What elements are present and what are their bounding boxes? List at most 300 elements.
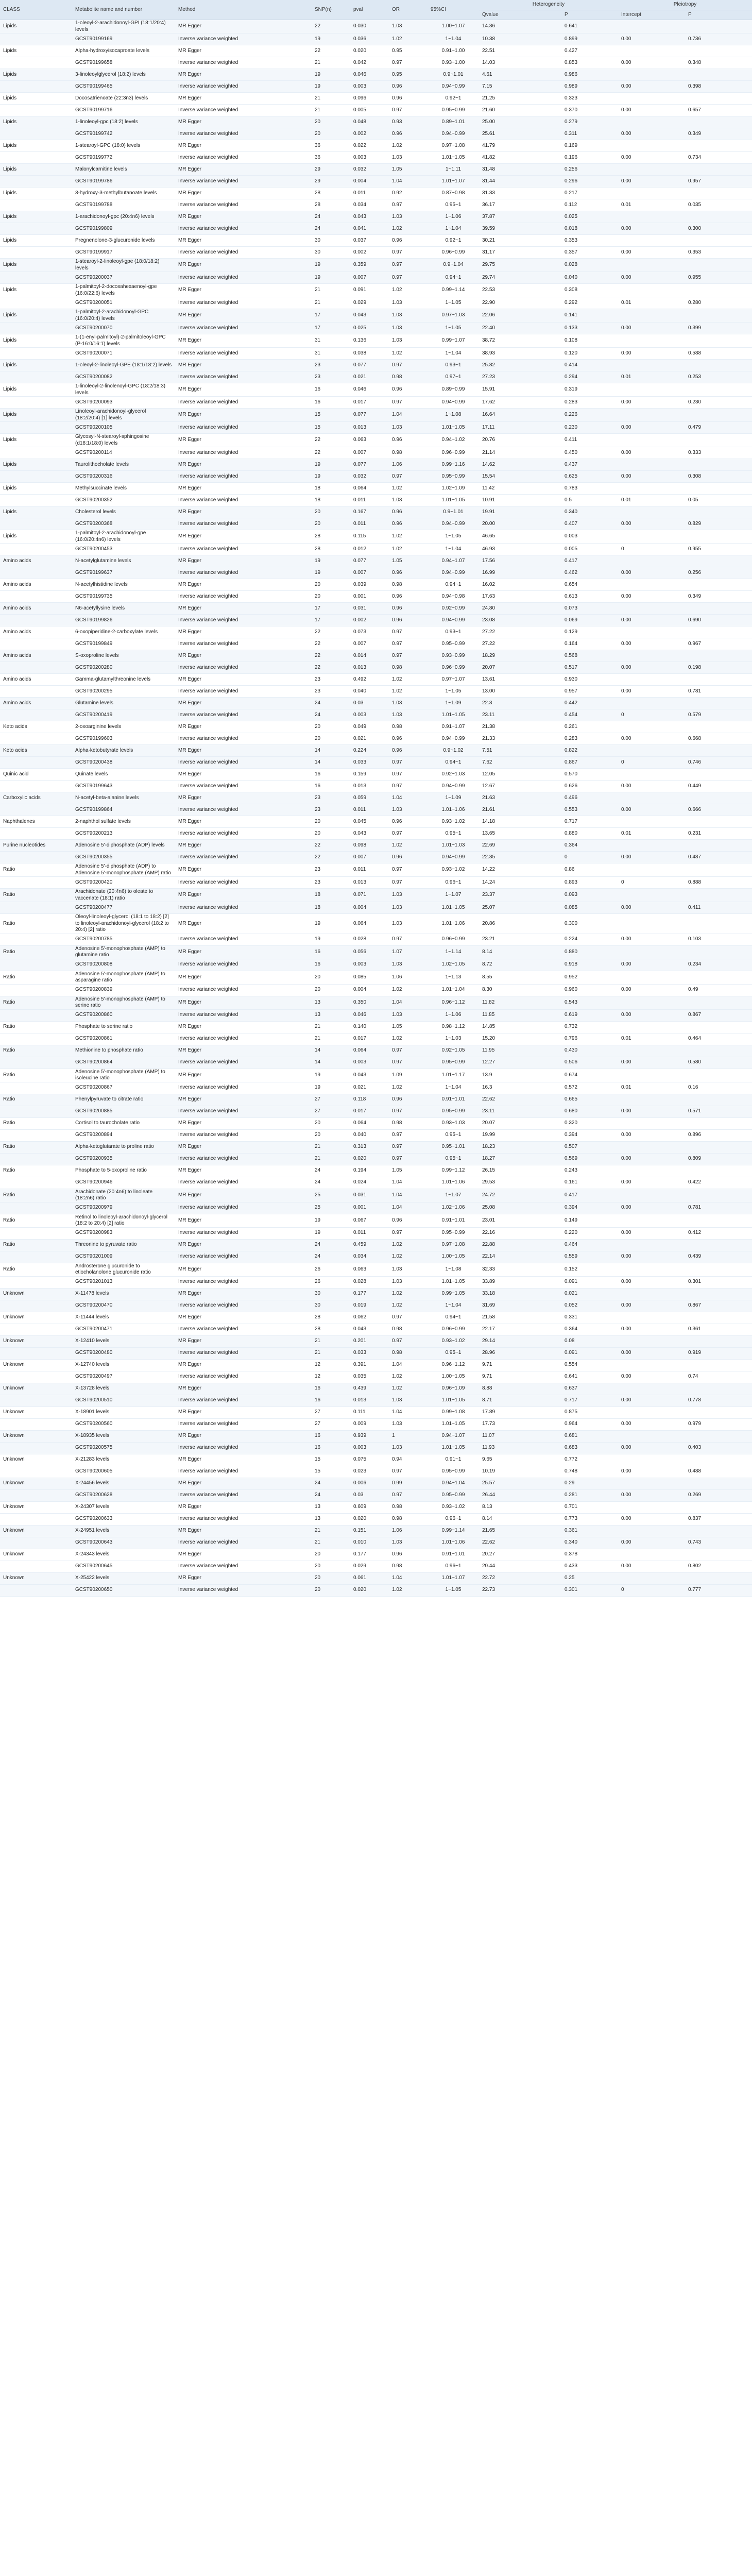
het-p-cell: 0.681 [561, 1430, 618, 1442]
pleio-p-cell [685, 434, 752, 447]
pval-cell: 0.194 [350, 1165, 389, 1177]
table-row [0, 1177, 752, 1189]
metabolite-name-cell: 6-oxopiperidine-2-carboxylate levels [72, 626, 175, 638]
method-cell: Inverse variance weighted [175, 615, 312, 626]
snps-cell: 13 [312, 1501, 350, 1513]
pleio-p-cell: 0.234 [685, 959, 752, 971]
qvalue-cell: 20.07 [479, 662, 561, 674]
pleio-p-cell [685, 45, 752, 57]
het-p-cell: 0.462 [561, 567, 618, 579]
het-p-cell: 0.292 [561, 297, 618, 309]
ci-cell: 0.93~1.03 [428, 1117, 479, 1129]
het-p-cell: 0.224 [561, 934, 618, 945]
ci-cell: 1.00~1.05 [428, 1251, 479, 1263]
intercept-cell: 0.00 [618, 1466, 685, 1478]
header-metabolite: Metabolite name and number [72, 0, 175, 20]
ci-cell: 0.96~1 [428, 1513, 479, 1525]
method-cell: MR Egger [175, 945, 312, 959]
or-cell: 1.04 [389, 1177, 428, 1189]
or-cell: 0.98 [389, 1561, 428, 1572]
snps-cell: 36 [312, 152, 350, 164]
table-row [0, 804, 752, 816]
table-row [0, 128, 752, 140]
intercept-cell: 0.00 [618, 662, 685, 674]
qvalue-cell: 22.3 [479, 698, 561, 709]
class-cell [0, 1177, 72, 1189]
qvalue-cell: 31.48 [479, 164, 561, 176]
intercept-cell [618, 1288, 685, 1300]
method-cell: MR Egger [175, 698, 312, 709]
intercept-cell [618, 1312, 685, 1324]
ci-cell: 0.9~1.01 [428, 69, 479, 81]
pleio-p-cell [685, 530, 752, 544]
method-cell: Inverse variance weighted [175, 81, 312, 93]
method-cell: Inverse variance weighted [175, 1395, 312, 1406]
or-cell: 0.98 [389, 447, 428, 459]
table-row [0, 1276, 752, 1288]
method-cell: Inverse variance weighted [175, 518, 312, 530]
ci-cell: 0.95~0.99 [428, 638, 479, 650]
intercept-cell [618, 650, 685, 662]
table-row [0, 259, 752, 272]
class-cell [0, 1129, 72, 1141]
pval-cell: 0.038 [350, 348, 389, 360]
qvalue-cell: 22.35 [479, 852, 561, 863]
or-cell: 0.96 [389, 615, 428, 626]
ci-cell: 0.95~1 [428, 1347, 479, 1359]
table-row [0, 33, 752, 45]
table-row [0, 360, 752, 371]
gcst-id-cell: GCST90200453 [72, 544, 175, 555]
het-p-cell: 0.230 [561, 422, 618, 434]
het-p-cell: 0.394 [561, 1202, 618, 1214]
qvalue-cell: 32.33 [479, 1263, 561, 1276]
metabolite-name-cell: Quinate levels [72, 769, 175, 781]
snps-cell: 16 [312, 781, 350, 792]
gcst-id-cell: GCST90200935 [72, 1153, 175, 1165]
class-cell [0, 1513, 72, 1525]
pval-cell: 0.007 [350, 272, 389, 284]
qvalue-cell: 16.02 [479, 579, 561, 591]
metabolite-name-cell: Phenylpyruvate to citrate ratio [72, 1094, 175, 1106]
snps-cell: 14 [312, 745, 350, 757]
metabolite-name-cell: X-12740 levels [72, 1359, 175, 1371]
het-p-cell: 0.331 [561, 1312, 618, 1324]
ci-cell: 0.94~0.99 [428, 81, 479, 93]
snps-cell: 19 [312, 555, 350, 567]
intercept-cell: 0.00 [618, 223, 685, 235]
table-row [0, 721, 752, 733]
intercept-cell [618, 914, 685, 934]
class-cell: Amino acids [0, 626, 72, 638]
qvalue-cell: 21.25 [479, 93, 561, 105]
intercept-cell: 0.00 [618, 33, 685, 45]
table-row [0, 211, 752, 223]
class-cell: Lipids [0, 360, 72, 371]
het-p-cell: 0.414 [561, 360, 618, 371]
qvalue-cell: 18.29 [479, 650, 561, 662]
snps-cell: 12 [312, 1359, 350, 1371]
qvalue-cell: 12.27 [479, 1057, 561, 1069]
method-cell: Inverse variance weighted [175, 323, 312, 334]
pval-cell: 0.042 [350, 57, 389, 69]
metabolite-name-cell: Cholesterol levels [72, 506, 175, 518]
or-cell: 1.03 [389, 902, 428, 914]
method-cell: MR Egger [175, 840, 312, 852]
table-row [0, 309, 752, 323]
or-cell: 0.97 [389, 1335, 428, 1347]
pleio-p-cell [685, 1359, 752, 1371]
snps-cell: 23 [312, 877, 350, 889]
het-p-cell: 0.129 [561, 626, 618, 638]
snps-cell: 20 [312, 1129, 350, 1141]
snps-cell: 15 [312, 1466, 350, 1478]
qvalue-cell: 14.03 [479, 57, 561, 69]
pval-cell: 0.040 [350, 686, 389, 698]
het-p-cell: 0.243 [561, 1165, 618, 1177]
or-cell: 0.97 [389, 863, 428, 877]
pval-cell: 0.391 [350, 1359, 389, 1371]
class-cell [0, 447, 72, 459]
class-cell: Amino acids [0, 555, 72, 567]
qvalue-cell: 31.44 [479, 176, 561, 188]
method-cell: Inverse variance weighted [175, 1033, 312, 1045]
ci-cell: 0.94~0.99 [428, 615, 479, 626]
method-cell: Inverse variance weighted [175, 757, 312, 769]
class-cell: Lipids [0, 93, 72, 105]
het-p-cell: 0.957 [561, 686, 618, 698]
intercept-cell: 0.00 [618, 518, 685, 530]
snps-cell: 17 [312, 603, 350, 615]
metabolite-name-cell: X-24456 levels [72, 1478, 175, 1489]
snps-cell: 22 [312, 626, 350, 638]
class-cell: Carboxylic acids [0, 792, 72, 804]
table-row [0, 1406, 752, 1418]
intercept-cell: 0.00 [618, 176, 685, 188]
gcst-id-cell: GCST90199864 [72, 804, 175, 816]
gcst-id-cell: GCST90199742 [72, 128, 175, 140]
class-cell [0, 709, 72, 721]
qvalue-cell: 16.99 [479, 567, 561, 579]
metabolite-name-cell: N-acetylglutamine levels [72, 555, 175, 567]
or-cell: 1.03 [389, 1276, 428, 1288]
pval-cell: 0.003 [350, 1057, 389, 1069]
ci-cell: 0.94~1 [428, 1312, 479, 1324]
pval-cell: 0.177 [350, 1549, 389, 1561]
gcst-id-cell: GCST90200355 [72, 852, 175, 863]
table-row [0, 567, 752, 579]
ci-cell: 1.01~1.06 [428, 914, 479, 934]
pleio-p-cell: 0.348 [685, 57, 752, 69]
gcst-id-cell: GCST90200894 [72, 1129, 175, 1141]
ci-cell: 0.91~1 [428, 1454, 479, 1466]
het-p-cell: 0.641 [561, 1371, 618, 1383]
ci-cell: 0.95~0.99 [428, 1466, 479, 1478]
table-row [0, 1189, 752, 1202]
pval-cell: 0.03 [350, 1489, 389, 1501]
het-p-cell: 0.867 [561, 757, 618, 769]
snps-cell: 22 [312, 638, 350, 650]
class-cell: Amino acids [0, 650, 72, 662]
method-cell: MR Egger [175, 1383, 312, 1395]
or-cell: 1.06 [389, 459, 428, 471]
method-cell: MR Egger [175, 211, 312, 223]
het-p-cell: 0.005 [561, 544, 618, 555]
ci-cell: 0.94~1 [428, 757, 479, 769]
metabolite-name-cell: X-25422 levels [72, 1572, 175, 1584]
pval-cell: 0.032 [350, 471, 389, 483]
method-cell: MR Egger [175, 140, 312, 152]
method-cell: MR Egger [175, 116, 312, 128]
qvalue-cell: 22.51 [479, 45, 561, 57]
intercept-cell: 0.00 [618, 1009, 685, 1021]
method-cell: Inverse variance weighted [175, 1442, 312, 1454]
pval-cell: 0.017 [350, 1106, 389, 1117]
snps-cell: 21 [312, 1021, 350, 1033]
pval-cell: 0.056 [350, 945, 389, 959]
pval-cell: 0.017 [350, 1033, 389, 1045]
snps-cell: 21 [312, 1537, 350, 1549]
header-qvalue: Qvalue [479, 10, 561, 20]
pleio-p-cell [685, 674, 752, 686]
or-cell: 0.97 [389, 397, 428, 409]
snps-cell: 28 [312, 530, 350, 544]
het-p-cell: 0.5 [561, 495, 618, 506]
method-cell: MR Egger [175, 1165, 312, 1177]
ci-cell: 0.97~1 [428, 371, 479, 383]
or-cell: 1.03 [389, 914, 428, 934]
class-cell: Lipids [0, 164, 72, 176]
qvalue-cell: 23.01 [479, 1214, 561, 1227]
or-cell: 0.97 [389, 757, 428, 769]
method-cell: MR Egger [175, 360, 312, 371]
table-row [0, 1045, 752, 1057]
class-cell [0, 272, 72, 284]
het-p-cell: 0.464 [561, 1239, 618, 1251]
qvalue-cell: 41.82 [479, 152, 561, 164]
class-cell: Lipids [0, 284, 72, 297]
snps-cell: 20 [312, 1572, 350, 1584]
method-cell: Inverse variance weighted [175, 709, 312, 721]
qvalue-cell: 8.88 [479, 1383, 561, 1395]
gcst-id-cell: GCST90200867 [72, 1082, 175, 1094]
header-snps: SNP(n) [312, 0, 350, 20]
snps-cell: 20 [312, 116, 350, 128]
intercept-cell: 0.00 [618, 1418, 685, 1430]
table-row [0, 840, 752, 852]
snps-cell: 24 [312, 1251, 350, 1263]
het-p-cell: 0.364 [561, 840, 618, 852]
het-p-cell: 0.654 [561, 579, 618, 591]
method-cell: MR Egger [175, 555, 312, 567]
ci-cell: 1.02~1.05 [428, 959, 479, 971]
method-cell: Inverse variance weighted [175, 471, 312, 483]
ci-cell: 1.00~1.05 [428, 1371, 479, 1383]
method-cell: MR Egger [175, 1406, 312, 1418]
snps-cell: 20 [312, 828, 350, 840]
het-p-cell: 0.133 [561, 323, 618, 334]
metabolite-name-cell: Phosphate to 5-oxoproline ratio [72, 1165, 175, 1177]
pval-cell: 0.064 [350, 483, 389, 495]
or-cell: 0.97 [389, 259, 428, 272]
intercept-cell [618, 284, 685, 297]
pleio-p-cell: 0.349 [685, 591, 752, 603]
pval-cell: 0.013 [350, 1395, 389, 1406]
ci-cell: 1~1.04 [428, 1082, 479, 1094]
gcst-id-cell: GCST90199716 [72, 105, 175, 116]
het-p-cell: 0.364 [561, 1324, 618, 1335]
class-cell: Ratio [0, 945, 72, 959]
table-row [0, 447, 752, 459]
ci-cell: 1.02~1.06 [428, 1202, 479, 1214]
pleio-p-cell: 0.579 [685, 709, 752, 721]
qvalue-cell: 18.27 [479, 1153, 561, 1165]
intercept-cell [618, 721, 685, 733]
pval-cell: 0.167 [350, 506, 389, 518]
intercept-cell: 0.00 [618, 1251, 685, 1263]
het-p-cell: 0.301 [561, 1584, 618, 1596]
snps-cell: 17 [312, 309, 350, 323]
class-cell: Unknown [0, 1430, 72, 1442]
metabolite-name-cell: Adenosine 5'-monophosphate (AMP) to isoleucine ratio [72, 1069, 175, 1082]
pleio-p-cell [685, 1572, 752, 1584]
metabolite-name-cell: 1-palmitoyl-2-arachidonoyl-GPC (16:0/20:4) levels [72, 309, 175, 323]
ci-cell: 0.94~1.07 [428, 1430, 479, 1442]
table-row [0, 152, 752, 164]
qvalue-cell: 21.65 [479, 1525, 561, 1537]
intercept-cell: 0.00 [618, 686, 685, 698]
pval-cell: 0.064 [350, 914, 389, 934]
ci-cell: 0.94~0.99 [428, 397, 479, 409]
ci-cell: 0.95~1 [428, 1129, 479, 1141]
class-cell [0, 1442, 72, 1454]
table-row [0, 959, 752, 971]
class-cell: Amino acids [0, 674, 72, 686]
pleio-p-cell: 0.888 [685, 877, 752, 889]
pval-cell: 0.003 [350, 709, 389, 721]
gcst-id-cell: GCST90200497 [72, 1371, 175, 1383]
snps-cell: 16 [312, 945, 350, 959]
pval-cell: 0.115 [350, 530, 389, 544]
qvalue-cell: 14.36 [479, 20, 561, 33]
het-p-cell: 0.427 [561, 45, 618, 57]
ci-cell: 1.01~1.05 [428, 902, 479, 914]
intercept-cell: 0.00 [618, 105, 685, 116]
qvalue-cell: 20.44 [479, 1561, 561, 1572]
or-cell: 1.04 [389, 1189, 428, 1202]
method-cell: MR Egger [175, 603, 312, 615]
ci-cell: 1.00~1.07 [428, 20, 479, 33]
or-cell: 1.02 [389, 33, 428, 45]
method-cell: MR Egger [175, 816, 312, 828]
metabolite-name-cell: S-oxoproline levels [72, 650, 175, 662]
pleio-p-cell [685, 1021, 752, 1033]
intercept-cell [618, 1383, 685, 1395]
pval-cell: 0.011 [350, 188, 389, 199]
pleio-p-cell: 0.487 [685, 852, 752, 863]
pleio-p-cell: 0.361 [685, 1324, 752, 1335]
qvalue-cell: 25.61 [479, 128, 561, 140]
pval-cell: 0.011 [350, 1227, 389, 1239]
table-row [0, 105, 752, 116]
table-row [0, 757, 752, 769]
intercept-cell: 0.00 [618, 1227, 685, 1239]
table-row [0, 1214, 752, 1227]
class-cell [0, 495, 72, 506]
qvalue-cell: 14.62 [479, 459, 561, 471]
method-cell: Inverse variance weighted [175, 152, 312, 164]
het-p-cell: 0.496 [561, 792, 618, 804]
pval-cell: 0.136 [350, 334, 389, 348]
table-row [0, 1094, 752, 1106]
class-cell: Lipids [0, 116, 72, 128]
het-p-cell: 0.378 [561, 1549, 618, 1561]
qvalue-cell: 11.95 [479, 1045, 561, 1057]
pleio-p-cell: 0.308 [685, 471, 752, 483]
class-cell [0, 959, 72, 971]
pleio-p-cell [685, 603, 752, 615]
qvalue-cell: 10.91 [479, 495, 561, 506]
intercept-cell: 0.00 [618, 1395, 685, 1406]
pval-cell: 0.098 [350, 840, 389, 852]
intercept-cell [618, 996, 685, 1009]
pleio-p-cell [685, 769, 752, 781]
method-cell: MR Egger [175, 1288, 312, 1300]
qvalue-cell: 11.93 [479, 1442, 561, 1454]
qvalue-cell: 29.74 [479, 272, 561, 284]
table-row [0, 397, 752, 409]
metabolite-name-cell: X-11444 levels [72, 1312, 175, 1324]
snps-cell: 29 [312, 164, 350, 176]
qvalue-cell: 22.73 [479, 1584, 561, 1596]
intercept-cell [618, 45, 685, 57]
het-p-cell: 0.683 [561, 1442, 618, 1454]
class-cell: Lipids [0, 409, 72, 422]
pval-cell: 0.064 [350, 1117, 389, 1129]
ci-cell: 1~1.06 [428, 211, 479, 223]
table-row [0, 781, 752, 792]
class-cell [0, 877, 72, 889]
class-cell: Lipids [0, 483, 72, 495]
het-p-cell: 0.353 [561, 235, 618, 247]
method-cell: Inverse variance weighted [175, 1300, 312, 1312]
het-p-cell: 0.454 [561, 709, 618, 721]
pval-cell: 0.011 [350, 863, 389, 877]
qvalue-cell: 39.59 [479, 223, 561, 235]
method-cell: MR Egger [175, 792, 312, 804]
or-cell: 0.96 [389, 816, 428, 828]
pleio-p-cell: 0.580 [685, 1057, 752, 1069]
or-cell: 1.03 [389, 20, 428, 33]
metabolite-name-cell: 1-linoleoyl-gpc (18:2) levels [72, 116, 175, 128]
table-row [0, 530, 752, 544]
pleio-p-cell [685, 1069, 752, 1082]
qvalue-cell: 9.65 [479, 1454, 561, 1466]
ci-cell: 0.98~1.12 [428, 1021, 479, 1033]
qvalue-cell: 8.72 [479, 959, 561, 971]
het-p-cell: 0.701 [561, 1501, 618, 1513]
het-p-cell: 0.296 [561, 176, 618, 188]
pval-cell: 0.085 [350, 971, 389, 984]
het-p-cell: 0.340 [561, 506, 618, 518]
or-cell: 0.97 [389, 1057, 428, 1069]
pval-cell: 0.034 [350, 199, 389, 211]
snps-cell: 22 [312, 434, 350, 447]
method-cell: Inverse variance weighted [175, 1009, 312, 1021]
class-cell: Lipids [0, 334, 72, 348]
method-cell: Inverse variance weighted [175, 371, 312, 383]
qvalue-cell: 9.71 [479, 1371, 561, 1383]
